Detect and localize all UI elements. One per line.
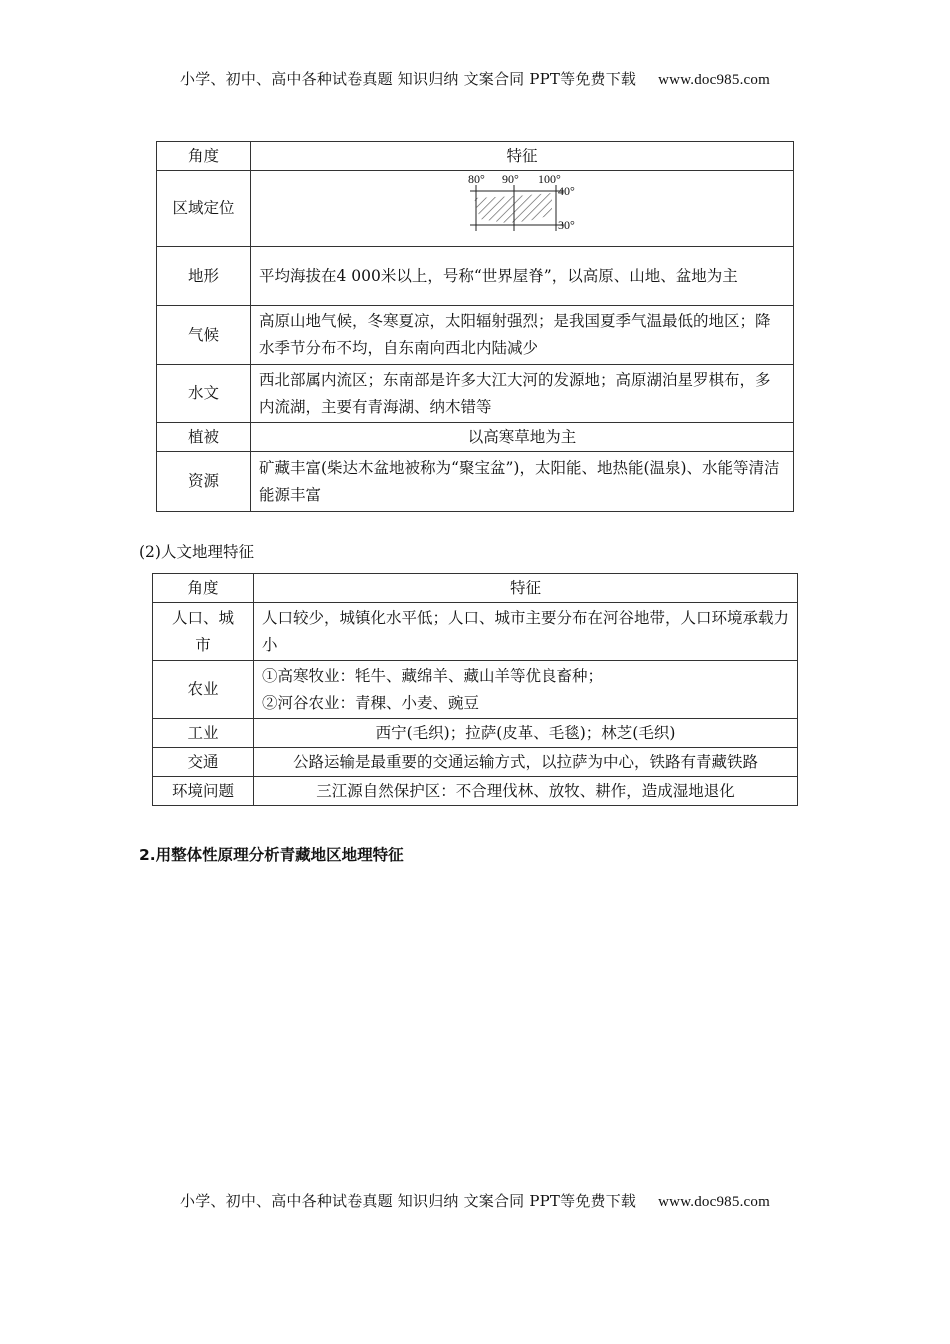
- row-key-location: 区域定位: [157, 171, 251, 247]
- lon-label-100: 100°: [538, 174, 561, 186]
- table-row: [153, 719, 798, 748]
- row-value: 高原山地气候，冬寒夏凉，太阳辐射强烈；是我国夏季气温最低的地区；降水季节分布不均，自东南向西北内陆减少: [251, 306, 794, 365]
- footer-text: 小学、初中、高中各种试卷真题 知识归纳 文案合同 PPT等免费下载: [180, 1192, 637, 1210]
- table-header-row: [153, 574, 798, 603]
- row-value: 人口较少，城镇化水平低；人口、城市主要分布在河谷地带，人口环境承载力小: [254, 603, 798, 661]
- header-cell-angle: 角度: [157, 142, 251, 171]
- row-value: 矿藏丰富(柴达木盆地被称为“聚宝盆”)，太阳能、地热能(温泉)、水能等清洁能源丰富: [251, 452, 794, 512]
- table-row: [157, 247, 794, 306]
- header-site-link[interactable]: www.doc985.com: [658, 72, 770, 88]
- row-key: 工业: [153, 719, 254, 748]
- qinghai-tibet-region-shape: [474, 193, 552, 223]
- section-title-integrity-analysis: 2.用整体性原理分析青藏地区地理特征: [139, 846, 404, 864]
- human-geography-table: [152, 573, 798, 806]
- natural-geography-table: [156, 141, 794, 512]
- row-key: 资源: [157, 452, 251, 512]
- row-key: 气候: [157, 306, 251, 365]
- row-value-agriculture: [254, 661, 798, 719]
- table-header-row: [157, 142, 794, 171]
- page-footer: [0, 1190, 950, 1211]
- row-value: 以高寒草地为主: [251, 423, 794, 452]
- section-title-human-geography: (2)人文地理特征: [139, 543, 254, 561]
- table-row: [153, 603, 798, 661]
- table-row: [153, 661, 798, 719]
- row-value: 西宁(毛织)；拉萨(皮革、毛毯)；林芝(毛织): [254, 719, 798, 748]
- lon-label-90: 90°: [502, 174, 519, 186]
- header-cell-feature: 特征: [254, 574, 798, 603]
- table-row: [157, 306, 794, 365]
- row-key: 水文: [157, 365, 251, 423]
- row-value: 西北部属内流区；东南部是许多大江大河的发源地；高原湖泊星罗棋布，多内流湖，主要有青海湖、纳木错等: [251, 365, 794, 423]
- lat-label-40: 40°: [558, 183, 575, 198]
- lat-label-30: 30°: [558, 217, 575, 232]
- row-key: 地形: [157, 247, 251, 306]
- row-key: 人口、城市: [153, 603, 254, 661]
- table-row: [157, 452, 794, 512]
- header-text: 小学、初中、高中各种试卷真题 知识归纳 文案合同 PPT等免费下载: [180, 70, 637, 88]
- page-header: [0, 68, 950, 89]
- table-row: [157, 423, 794, 452]
- table-row: [153, 777, 798, 806]
- header-cell-feature: 特征: [251, 142, 794, 171]
- row-key: 交通: [153, 748, 254, 777]
- location-map-diagram: [466, 175, 596, 245]
- table-row: [157, 171, 794, 247]
- header-cell-angle: 角度: [153, 574, 254, 603]
- table-row: [157, 365, 794, 423]
- row-value: 平均海拔在4 000米以上，号称“世界屋脊”，以高原、山地、盆地为主: [251, 247, 794, 306]
- row-value: 公路运输是最重要的交通运输方式，以拉萨为中心，铁路有青藏铁路: [254, 748, 798, 777]
- row-value: 三江源自然保护区：不合理伐林、放牧、耕作，造成湿地退化: [254, 777, 798, 806]
- row-key: 植被: [157, 423, 251, 452]
- location-map-cell: [251, 171, 794, 247]
- agriculture-line-2: ②河谷农业：青稞、小麦、豌豆: [262, 693, 480, 712]
- row-key: 农业: [153, 661, 254, 719]
- row-key: 环境问题: [153, 777, 254, 806]
- agriculture-line-1: ①高寒牧业：牦牛、藏绵羊、藏山羊等优良畜种；: [262, 666, 604, 685]
- footer-site-link[interactable]: www.doc985.com: [658, 1194, 770, 1210]
- lon-label-80: 80°: [468, 174, 485, 186]
- table-row: [153, 748, 798, 777]
